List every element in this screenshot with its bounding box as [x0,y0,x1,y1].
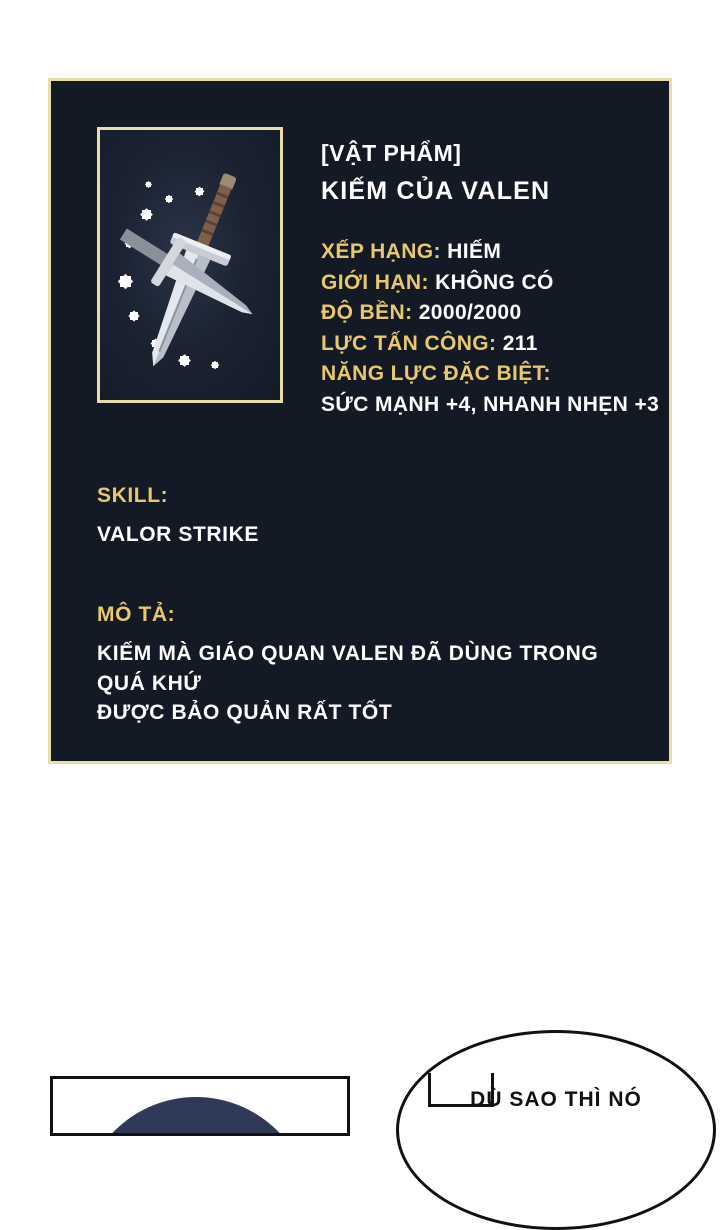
stat-value-attack: 211 [502,331,538,355]
character-silhouette [81,1097,311,1136]
description-heading: MÔ TẢ: [97,603,176,627]
skill-value: VALOR STRIKE [97,523,259,547]
stat-row-limit [321,268,659,298]
skill-heading: SKILL: [97,484,169,508]
item-info-block [321,127,659,420]
item-type-tag: [VẬT PHẨM] [321,140,462,166]
stat-label-limit: GIỚI HẠN: [321,270,429,294]
item-portrait-frame [97,127,283,403]
stat-label-durability: ĐỘ BỀN: [321,301,413,325]
stat-row-durability [321,298,659,328]
sword-icon [100,130,283,403]
item-status-window [48,78,672,764]
stat-label-attack: LỰC TẤN CÔNG: [321,331,497,355]
stat-value-durability: 2000/2000 [418,301,522,325]
stat-value-rank: HIẾM [447,240,502,264]
stat-label-rank: XẾP HẠNG: [321,240,441,264]
stat-row-special [321,359,659,389]
stat-value-limit: KHÔNG CÓ [435,270,554,294]
description-line-2: ĐƯỢC BẢO QUẢN RẤT TỐT [97,701,393,725]
speech-bubble-text: DÙ SAO THÌ NÓ [470,1088,642,1111]
next-panel-left [50,1076,350,1136]
stat-label-special: NĂNG LỰC ĐẶC BIỆT: [321,362,551,386]
item-window-content [51,81,669,761]
stat-row-rank [321,237,659,267]
description-section [97,603,627,727]
stat-value-special-ability: SỨC MẠNH +4, NHANH NHẸN +3 [321,392,660,416]
speech-bubble [396,1030,716,1230]
stat-row-attack [321,329,659,359]
description-line-1: KIẾM MÀ GIÁO QUAN VALEN ĐÃ DÙNG TRONG QUÁ KHỨ [97,642,599,695]
item-header-row [97,127,660,420]
item-stats-list [321,237,659,420]
skill-section [97,484,627,549]
item-name: KIẾM CỦA VALEN [321,176,551,205]
